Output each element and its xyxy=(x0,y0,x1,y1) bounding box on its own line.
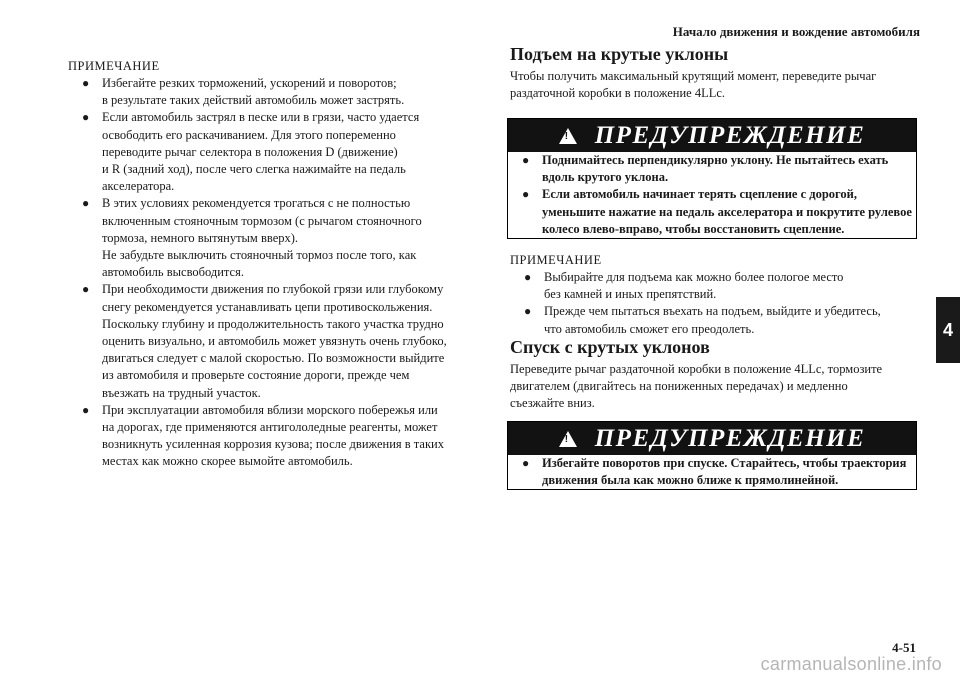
bullet-icon: ● xyxy=(82,76,90,90)
list-item: ● Избегайте поворотов при спуске. Старайтесь, чтобы траектория движения была как можно ближе к прямолинейной. xyxy=(522,456,907,488)
list-item: ● При эксплуатации автомобиля вблизи морского побережья или на дорогах, где применяются антигололедные реагенты, может возникнуть усиленная коррозия кузова; после движения в таких местах как можно скорее вымойте автомобиль. xyxy=(82,402,444,469)
bullet-icon: ● xyxy=(82,110,90,125)
bullet-icon: ● xyxy=(522,153,530,167)
section-text: Чтобы получить максимальный крутящий момент, переведите рычаг раздаточной коробки в положение 4LLc. xyxy=(510,69,877,101)
section-title: Подъем на крутые уклоны xyxy=(510,44,729,64)
bullet-icon: ● xyxy=(524,304,532,319)
climb-section xyxy=(510,44,915,102)
list-item: ● Если автомобиль начинает терять сцепление с дорогой, уменьшите нажатие на педаль акселератора и покрутите рулевое колесо влево-вправо, чтобы восстановить сцепление. xyxy=(522,187,912,236)
bullet-icon: ● xyxy=(82,402,90,417)
warning-triangle-icon: ! xyxy=(559,128,577,144)
warning-list xyxy=(508,455,916,489)
warning-triangle-icon: ! xyxy=(559,431,577,447)
warning-header xyxy=(508,119,916,152)
list-item: ● Поднимайтесь перпендикулярно уклону. Не пытайтесь ехать вдоль крутого уклона. xyxy=(522,153,889,185)
warning-list xyxy=(508,152,916,238)
list-item: ● Избегайте резких торможений, ускорений и поворотов; в результате таких действий автомобиль может застрять. xyxy=(82,76,405,108)
section-text: Переведите рычаг раздаточной коробки в положение 4LLc, тормозите двигателем (двигайтесь на пониженных передачах) и медленно съезжайте вниз. xyxy=(510,362,883,411)
note-title: ПРИМЕЧАНИЕ xyxy=(510,253,602,267)
list-item: ● Выбирайте для подъема как можно более пологое место без камней и иных препятствий. xyxy=(524,270,844,302)
page-header: Начало движения и вождение автомобиля xyxy=(672,24,920,39)
bullet-icon: ● xyxy=(82,282,90,297)
bullet-icon: ● xyxy=(524,270,532,284)
list-item: ● В этих условиях рекомендуется трогаться с не полностью включенным стояночным тормозом (с рычагом стояночного тормоза, немного вытянутым вверх). Не забудьте выключить стояночный тормоз после того, как автомобиль высвободится. xyxy=(82,196,422,280)
warning-title: ПРЕДУПРЕЖДЕНИЕ xyxy=(594,424,866,452)
list-item: ● Прежде чем пытаться въехать на подъем, выйдите и убедитесь, что автомобиль сможет его преодолеть. xyxy=(524,304,881,336)
bullet-icon: ● xyxy=(522,187,530,202)
warning-box xyxy=(507,421,917,490)
note-title: ПРИМЕЧАНИЕ xyxy=(68,59,160,73)
chapter-tab: 4 xyxy=(936,297,960,363)
warning-box xyxy=(507,118,917,239)
warning-header xyxy=(508,422,916,455)
list-item: ● Если автомобиль застрял в песке или в грязи, часто удается освободить его раскачиванием. Для этого попеременно переводите рычаг селектора в положения D (движение) и R (задний ход), после чего слегка нажимайте на педаль акселератора. xyxy=(82,110,420,194)
section-title: Спуск с крутых уклонов xyxy=(510,337,710,357)
bullet-icon: ● xyxy=(82,196,90,211)
page-number: 4-51 xyxy=(892,640,916,655)
left-note xyxy=(68,59,478,471)
descent-section xyxy=(510,337,915,413)
note-list xyxy=(510,269,915,338)
bullet-icon: ● xyxy=(522,456,530,470)
right-note xyxy=(510,253,915,338)
list-item: ● При необходимости движения по глубокой грязи или глубокому снегу рекомендуется устанавливать цепи противоскольжения. Поскольку глубину и продолжительность такого участка трудно оценить визуально, и автомобиль может увязнуть очень глубоко, двигаться следует с малой скоростью. По возможности выйдите из автомобиля и проверьте состояние дороги, прежде чем въезжать на трудный участок. xyxy=(82,282,447,400)
watermark: carmanualsonline.info xyxy=(760,654,942,674)
note-list xyxy=(68,75,478,471)
warning-title: ПРЕДУПРЕЖДЕНИЕ xyxy=(594,121,866,149)
